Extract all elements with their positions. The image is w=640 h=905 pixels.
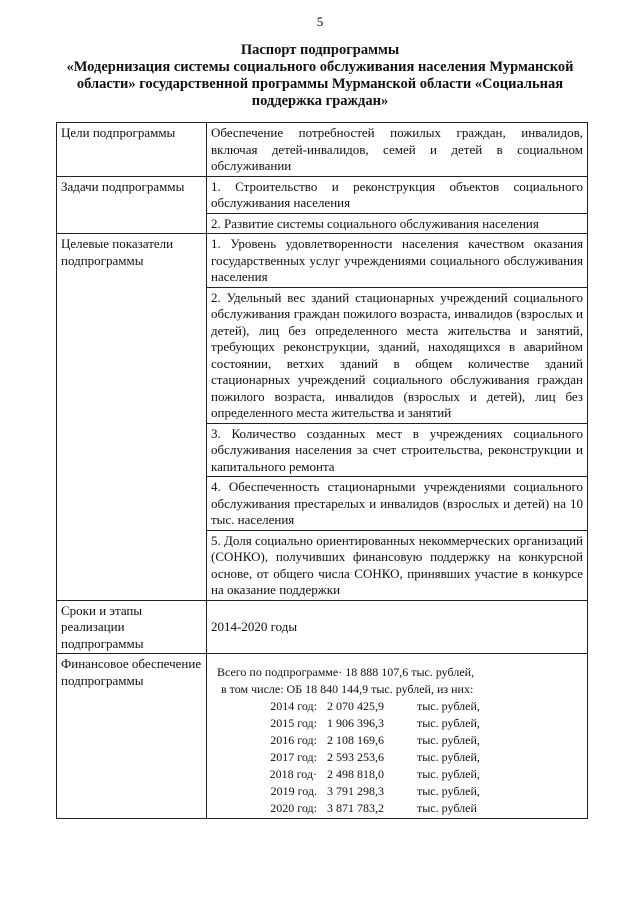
table-row — [57, 600, 588, 654]
passport-table — [56, 122, 588, 819]
task-item: 1. Строительство и реконструкция объектов социального обслуживания населения — [207, 176, 588, 213]
table-row — [57, 654, 588, 819]
indicators-label: Целевые показатели подпрограммы — [57, 234, 207, 601]
finance-total: Всего по подпрограмме· 18 888 107,6 тыс. рублей, — [217, 665, 475, 679]
table-row — [57, 234, 588, 288]
year-label: 2020 год: — [270, 801, 317, 815]
year-amount: 2 498 818,0 — [327, 767, 384, 781]
year-amount: 2 108 169,6 — [327, 733, 384, 747]
year-label: 2016 год: — [270, 733, 317, 747]
finance-year-row — [211, 715, 583, 732]
title-line-1: Паспорт подпрограммы — [240, 42, 400, 58]
page-number: 5 — [316, 14, 324, 29]
year-label: 2015 год: — [270, 716, 317, 730]
finance-year-row — [211, 783, 583, 800]
year-unit: тыс. рублей, — [417, 716, 480, 730]
year-unit: тыс. рублей, — [417, 699, 480, 713]
finance-year-row — [211, 698, 583, 715]
table-row — [57, 123, 588, 177]
finance-year-row — [211, 749, 583, 766]
year-label: 2019 год. — [270, 784, 317, 798]
finance-year-row — [211, 800, 583, 817]
terms-label: Сроки и этапы реализации подпрограммы — [57, 600, 207, 654]
document-title — [50, 42, 590, 110]
goals-label: Цели подпрограммы — [57, 123, 207, 177]
indicator-item: 4. Обеспеченность стационарными учреждениями социального обслуживания престарелых и инвалидов (взрослых и детей) на 10 тыс. населения — [207, 477, 588, 531]
task-item: 2. Развитие системы социального обслуживания населения — [207, 213, 588, 234]
indicator-item: 2. Удельный вес зданий стационарных учреждений социального обслуживания граждан пожилого возраста, инвалидов (взрослых и детей), лиц без определенного места жительства и занятий, требующих реконструкции, зданий, находящихся в аварийном состоянии, ветхих зданий в общем количестве зданий стационарных учреждений социального обслуживания граждан пожилого возраста, инвалидов (взрослых и детей), лиц без определенного места жительства и занятий — [207, 287, 588, 423]
year-label: 2018 год· — [269, 767, 317, 781]
year-amount: 3 791 298,3 — [327, 784, 384, 798]
year-unit: тыс. рублей, — [417, 733, 480, 747]
tasks-label: Задачи подпрограммы — [57, 176, 207, 234]
indicator-item: 1. Уровень удовлетворенности населения качеством оказания государственных услуг учреждениями социального обслуживания населения — [207, 234, 588, 288]
table-row — [57, 176, 588, 213]
goals-value: Обеспечение потребностей пожилых граждан, инвалидов, включая детей-инвалидов, семей и детей в социальном обслуживании — [207, 123, 588, 177]
finance-year-row — [211, 732, 583, 749]
indicator-item: 3. Количество созданных мест в учреждениях социального обслуживания населения за счет строительства, реконструкции и капитального ремонта — [207, 423, 588, 477]
year-unit: тыс. рублей, — [417, 750, 480, 764]
title-line-2: «Модернизация системы социального обслуживания населения Мурманской области» государственной программы Мурманской области «Социальная поддержка граждан» — [66, 59, 574, 109]
year-amount: 1 906 396,3 — [327, 716, 384, 730]
finance-label: Финансовое обеспечение подпрограммы — [57, 654, 207, 819]
year-unit: тыс. рублей — [417, 801, 477, 815]
year-amount: 3 871 783,2 — [327, 801, 384, 815]
finance-value — [207, 654, 588, 819]
finance-year-row — [211, 766, 583, 783]
year-unit: тыс. рублей, — [417, 767, 480, 781]
year-unit: тыс. рублей, — [417, 784, 480, 798]
year-label: 2017 год: — [270, 750, 317, 764]
indicator-item: 5. Доля социально ориентированных некоммерческих организаций (СОНКО), получивших финансовую поддержку на конкурсной основе, от общего числа СОНКО, принявших участие в конкурсе на оказание поддержки — [207, 530, 588, 600]
year-amount: 2 593 253,6 — [327, 750, 384, 764]
terms-value: 2014-2020 годы — [207, 600, 588, 654]
finance-ob: в том числе: ОБ 18 840 144,9 тыс. рублей, из них: — [221, 682, 474, 696]
finance-years — [211, 698, 583, 817]
year-amount: 2 070 425,9 — [327, 699, 384, 713]
year-label: 2014 год: — [270, 699, 317, 713]
